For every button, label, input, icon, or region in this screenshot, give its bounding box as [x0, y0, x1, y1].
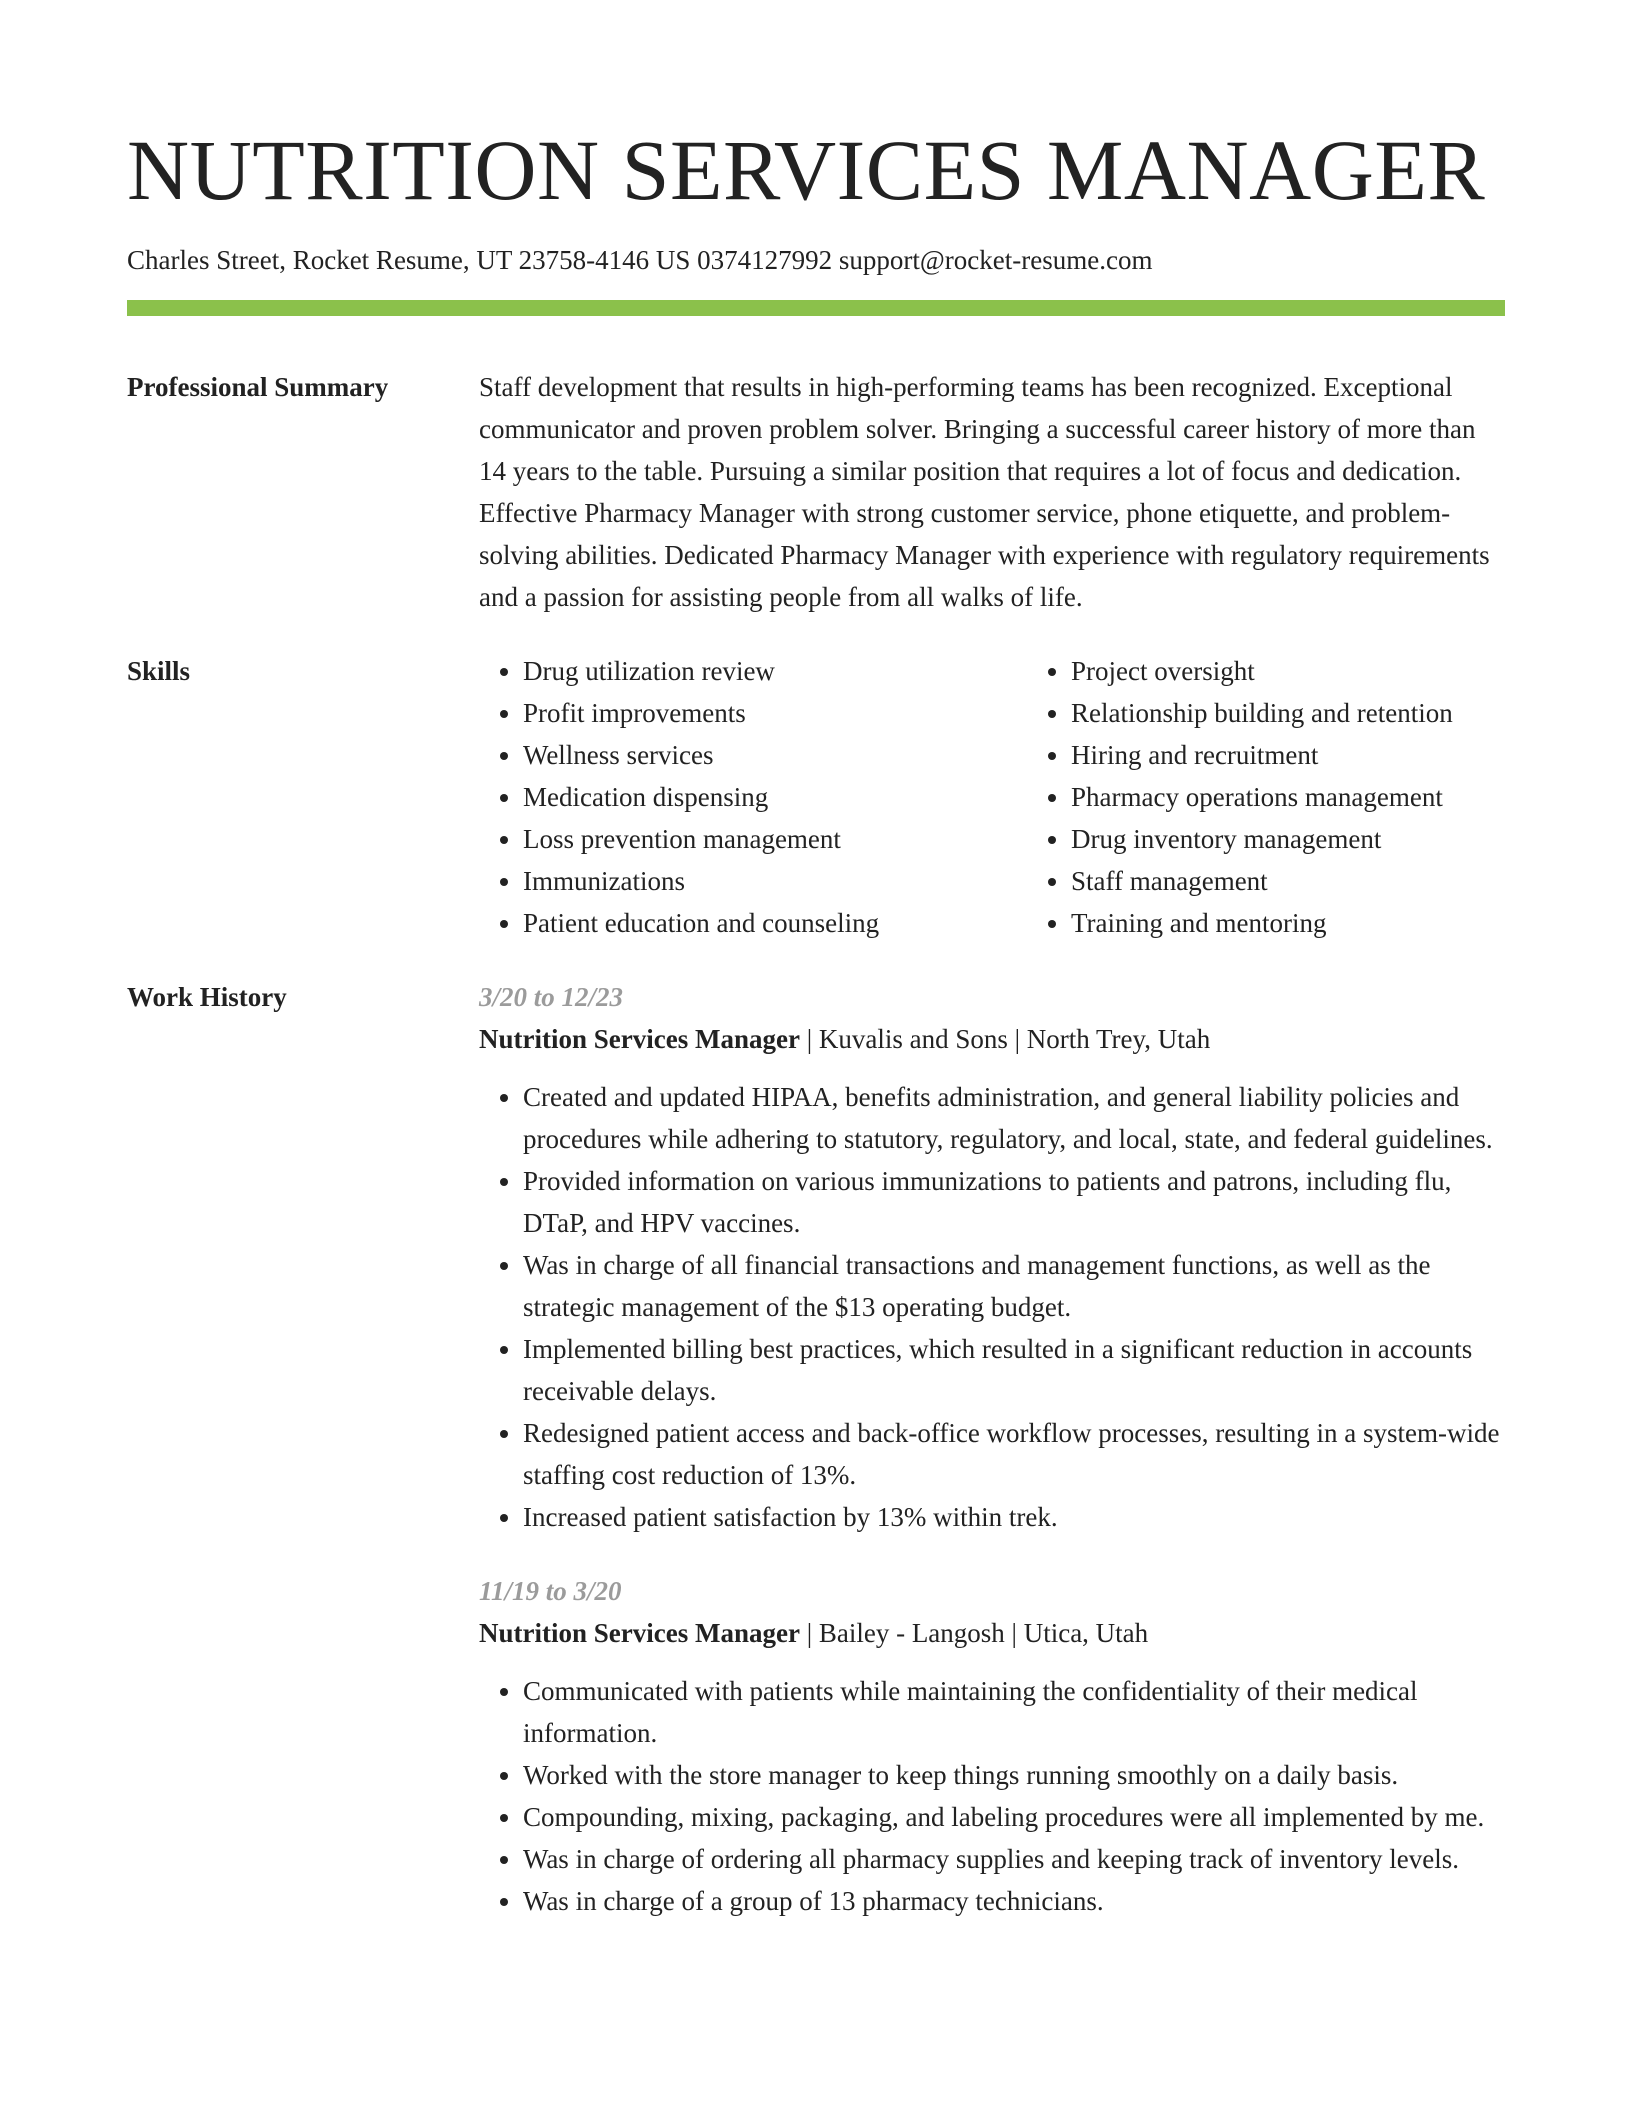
work-history-list	[479, 976, 1505, 1922]
skill-item: • Relationship building and retention	[1071, 692, 1505, 734]
skill-item: • Training and mentoring	[1071, 902, 1505, 944]
summary-heading: Professional Summary	[127, 372, 389, 402]
job-duty: • Was in charge of ordering all pharmacy supplies and keeping track of inventory levels.	[523, 1838, 1505, 1880]
skill-item: • Drug inventory management	[1071, 818, 1505, 860]
job-dates: 11/19 to 3/20	[479, 1576, 622, 1606]
work-history-heading: Work History	[127, 982, 287, 1012]
job-duty: • Provided information on various immunizations to patients and patrons, including flu, DTaP, and HPV vaccines.	[523, 1160, 1505, 1244]
skills-grid	[479, 650, 1505, 944]
accent-divider	[127, 300, 1505, 316]
skill-item: • Profit improvements	[523, 692, 1027, 734]
skill-item: • Wellness services	[523, 734, 1027, 776]
skill-item: • Hiring and recruitment	[1071, 734, 1505, 776]
skill-item: • Patient education and counseling	[523, 902, 1027, 944]
skill-item: • Staff management	[1071, 860, 1505, 902]
job-duties	[479, 1076, 1505, 1538]
skills-column-1	[479, 650, 1027, 944]
skills-heading: Skills	[127, 656, 191, 686]
job-employer-location: | Kuvalis and Sons | North Trey, Utah	[799, 1024, 1211, 1054]
job-duty: • Compounding, mixing, packaging, and labeling procedures were all implemented by me.	[523, 1796, 1505, 1838]
job-heading	[479, 1018, 1505, 1060]
job-heading	[479, 1612, 1505, 1654]
job-dates: 3/20 to 12/23	[479, 982, 624, 1012]
skills-column-2	[1027, 650, 1505, 944]
job-title: Nutrition Services Manager	[479, 1618, 800, 1648]
job-duty: • Communicated with patients while maintaining the confidentiality of their medical information.	[523, 1670, 1505, 1754]
skills-section	[127, 650, 1505, 944]
job-duty: • Redesigned patient access and back-office workflow processes, resulting in a system-wide staffing cost reduction of 13%.	[523, 1412, 1505, 1496]
work-history-section	[127, 976, 1505, 1922]
job-duty: • Worked with the store manager to keep things running smoothly on a daily basis.	[523, 1754, 1505, 1796]
job-entry	[479, 1570, 1505, 1922]
job-employer-location: | Bailey - Langosh | Utica, Utah	[799, 1618, 1149, 1648]
job-duty: • Implemented billing best practices, which resulted in a significant reduction in accounts receivable delays.	[523, 1328, 1505, 1412]
skill-item: • Drug utilization review	[523, 650, 1027, 692]
summary-section	[127, 366, 1505, 618]
job-duty: • Was in charge of all financial transactions and management functions, as well as the strategic management of the $13 operating budget.	[523, 1244, 1505, 1328]
job-duty: • Created and updated HIPAA, benefits administration, and general liability policies and procedures while adhering to statutory, regulatory, and local, state, and federal guidelines.	[523, 1076, 1505, 1160]
job-title: Nutrition Services Manager	[479, 1024, 800, 1054]
job-entry	[479, 976, 1505, 1538]
skill-item: • Immunizations	[523, 860, 1027, 902]
job-duty: • Was in charge of a group of 13 pharmacy technicians.	[523, 1880, 1505, 1922]
skill-item: • Medication dispensing	[523, 776, 1027, 818]
resume-title: NUTRITION SERVICES MANAGER	[127, 122, 1486, 218]
skill-item: • Project oversight	[1071, 650, 1505, 692]
contact-line: Charles Street, Rocket Resume, UT 23758-4146 US 0374127992 support@rocket-resume.com	[127, 245, 1153, 275]
skill-item: • Pharmacy operations management	[1071, 776, 1505, 818]
job-duty: • Increased patient satisfaction by 13% within trek.	[523, 1496, 1505, 1538]
skill-item: • Loss prevention management	[523, 818, 1027, 860]
job-duties	[479, 1670, 1505, 1922]
summary-text: Staff development that results in high-performing teams has been recognized. Exceptional communicator and proven problem solver. Bringing a successful career history of more than 14 years to the table. Pursuing a similar position that requires a lot of focus and dedication. Effective Pharmacy Manager with strong customer service, phone etiquette, and problem-solving abilities. Dedicated Pharmacy Manager with experience with regulatory requirements and a passion for assisting people from all walks of life.	[479, 372, 1490, 612]
